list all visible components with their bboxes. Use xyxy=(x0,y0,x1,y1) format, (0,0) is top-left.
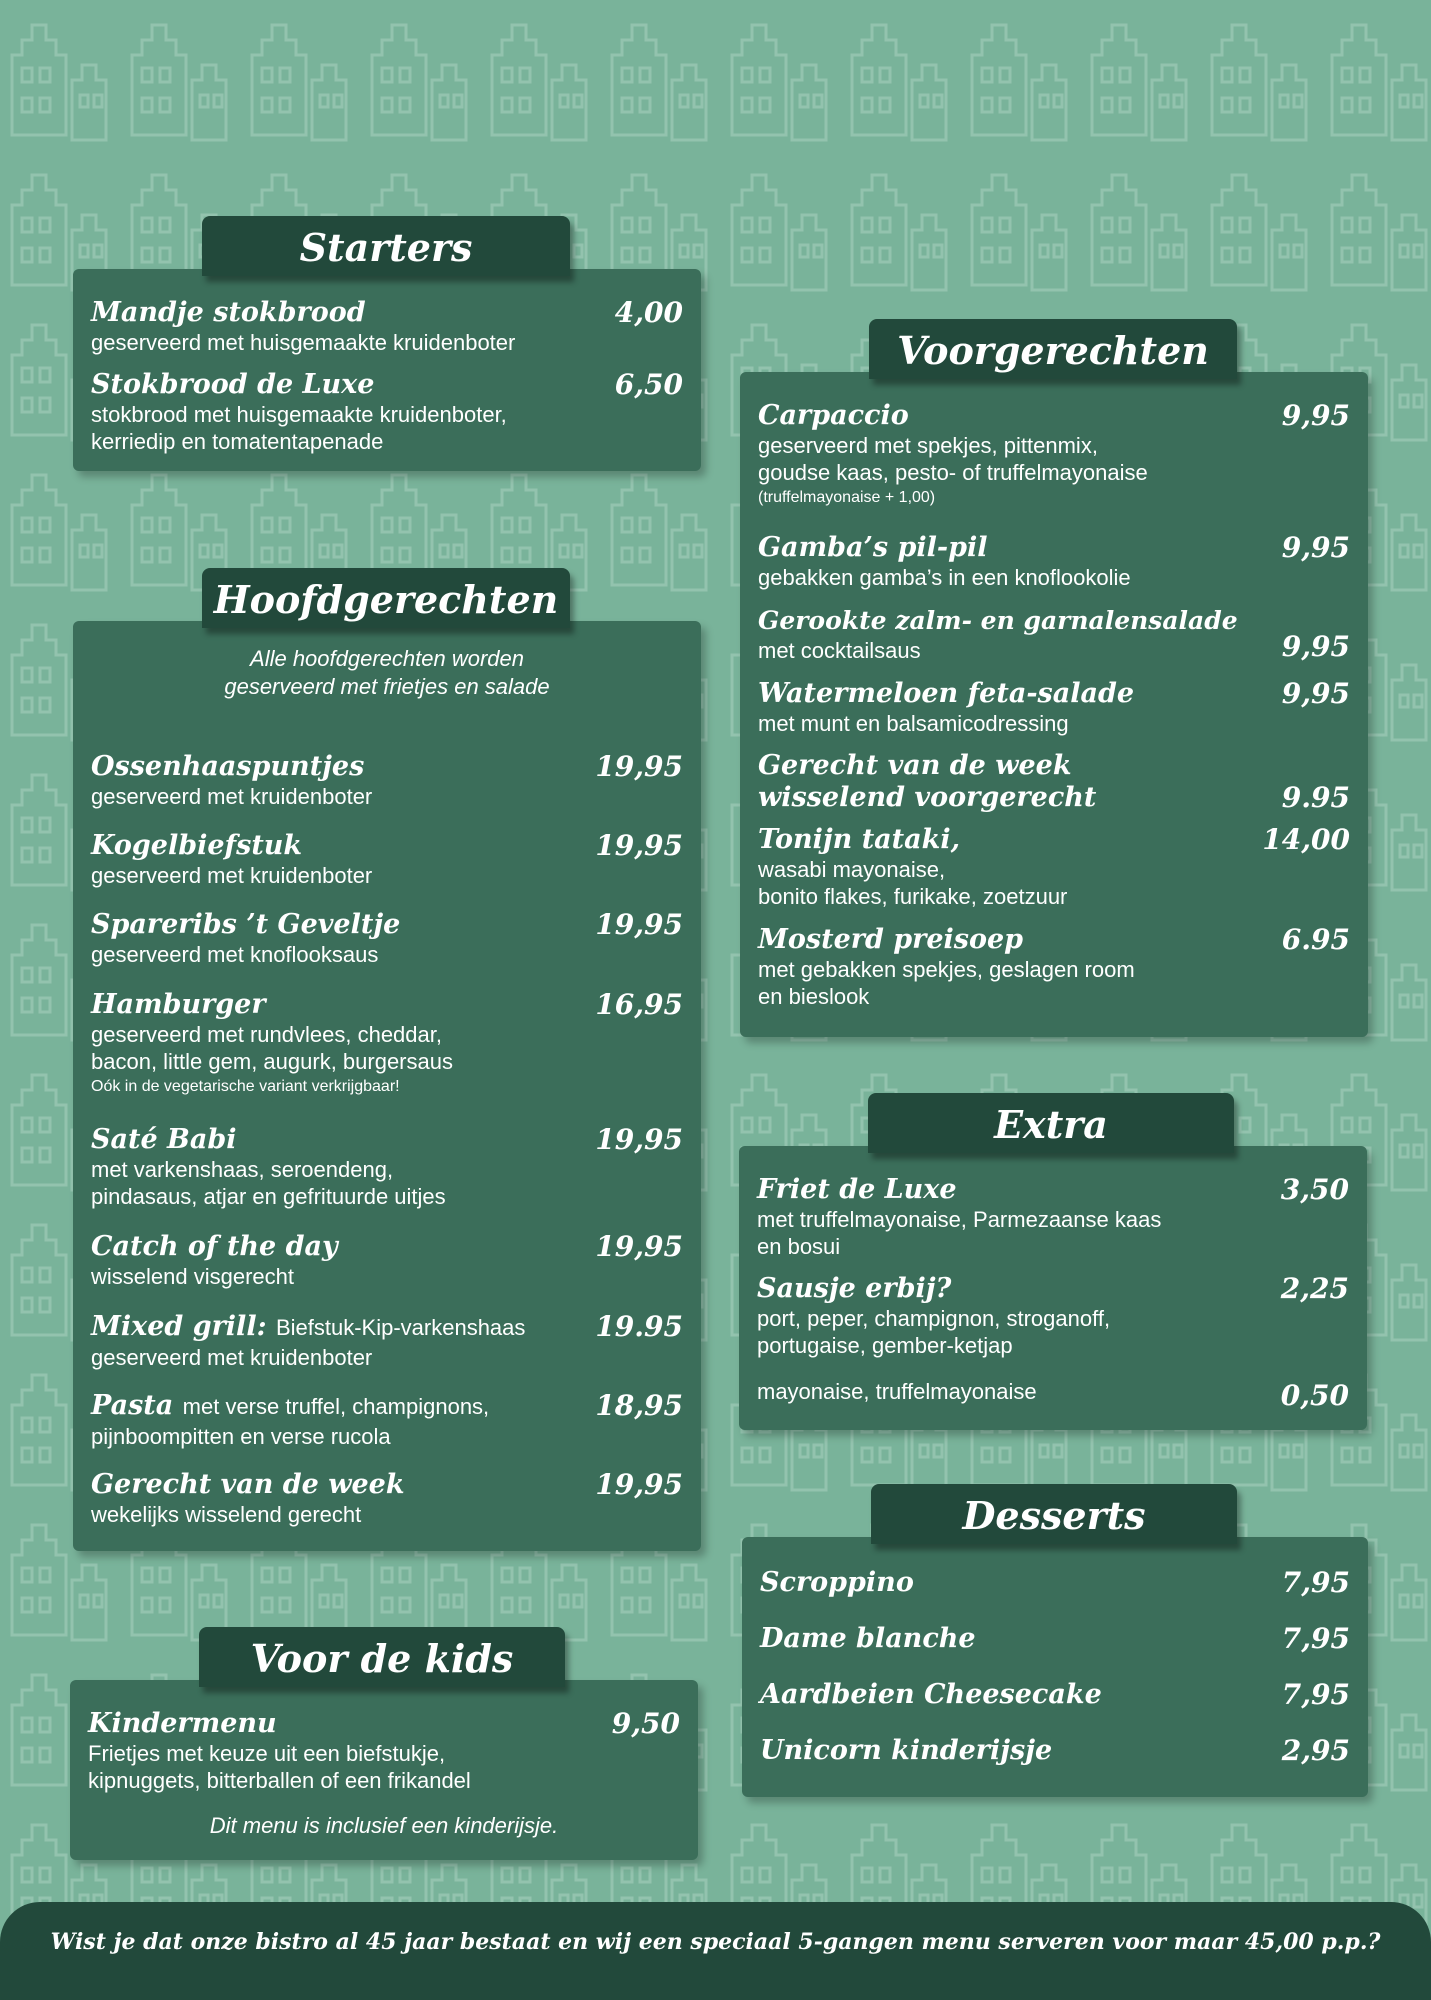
intro-line: Alle hoofdgerechten worden xyxy=(250,646,524,671)
menu-item xyxy=(91,1231,683,1290)
item-desc: met truffelmayonaise, Parmezaanse kaas xyxy=(757,1207,1162,1232)
item-desc: geserveerd met kruidenboter xyxy=(91,784,373,809)
item-name: Watermeloen feta-salade xyxy=(758,678,1135,709)
menu-item xyxy=(88,1708,680,1794)
tab-kids: Voor de kids xyxy=(199,1627,565,1687)
item-desc: en bieslook xyxy=(758,984,870,1009)
item-price: 3,50 xyxy=(1280,1173,1349,1206)
item-price: 16,95 xyxy=(595,988,683,1021)
item-inline-desc: met verse truffel, champignons, xyxy=(182,1394,490,1419)
item-price: 14,00 xyxy=(1262,823,1350,856)
item-desc: kipnuggets, bitterballen of een frikandel xyxy=(88,1768,471,1793)
menu-item xyxy=(91,1390,683,1450)
item-desc: wisselend visgerecht xyxy=(91,1264,294,1289)
item-desc: bacon, little gem, augurk, burgersaus xyxy=(91,1049,453,1074)
tab-starters: Starters xyxy=(202,216,570,276)
item-name: Ossenhaaspuntjes xyxy=(91,751,365,782)
item-desc: goudse kaas, pesto- of truffelmayonaise xyxy=(758,460,1148,485)
panel-starters xyxy=(73,269,701,471)
item-name: Friet de Luxe xyxy=(757,1174,957,1205)
item-name: Dame blanche xyxy=(760,1623,976,1654)
menu-item xyxy=(91,297,683,356)
item-name: Kindermenu xyxy=(88,1708,277,1739)
panel-desserts xyxy=(742,1537,1368,1797)
item-name: Scroppino xyxy=(760,1567,914,1598)
item-price: 19,95 xyxy=(595,829,683,862)
kids-note: Dit menu is inclusief een kinderijsje. xyxy=(209,1813,559,1838)
menu-item xyxy=(91,1124,683,1210)
item-name: Carpaccio xyxy=(758,400,909,431)
item-desc: geserveerd met huisgemaakte kruidenboter xyxy=(91,330,516,355)
item-desc: met varkenshaas, seroendeng, xyxy=(91,1157,394,1182)
item-price: 9,95 xyxy=(1281,630,1350,663)
item-desc: geserveerd met rundvlees, cheddar, xyxy=(91,1022,442,1047)
item-price: 7,95 xyxy=(1281,1678,1350,1711)
menu-item xyxy=(757,1273,1349,1359)
menu-item xyxy=(758,924,1350,1010)
menu-item xyxy=(758,678,1350,737)
item-desc: met munt en balsamicodressing xyxy=(758,711,1069,736)
item-desc: portugaise, gember-ketjap xyxy=(757,1333,1013,1358)
item-desc: pijnboompitten en verse rucola xyxy=(91,1424,391,1449)
item-note: Oók in de vegetarische variant verkrijgbaar! xyxy=(91,1078,400,1095)
panel-voorgerechten xyxy=(740,372,1368,1037)
menu-item xyxy=(91,369,683,455)
item-desc: geserveerd met kruidenboter xyxy=(91,863,373,888)
item-name: Gerecht van de week xyxy=(758,750,1072,781)
menu-item xyxy=(760,1735,1350,1767)
item-price: 9.95 xyxy=(1281,781,1350,814)
item-name: Stokbrood de Luxe xyxy=(91,369,375,400)
panel-hoofdgerechten xyxy=(73,621,701,1551)
menu-item xyxy=(91,1469,683,1528)
item-name: Sausje erbij? xyxy=(757,1273,952,1304)
item-name-second-line: wisselend voorgerecht xyxy=(758,782,1097,813)
item-name: Spareribs ’t Geveltje xyxy=(91,909,401,940)
item-name: Hamburger xyxy=(91,989,266,1020)
item-desc: wekelijks wisselend gerecht xyxy=(91,1502,362,1527)
item-price: 2,25 xyxy=(1280,1272,1349,1305)
menu-item xyxy=(758,824,1350,910)
item-name xyxy=(91,1390,683,1423)
tab-hoofdgerechten: Hoofdgerechten xyxy=(202,568,570,628)
item-desc: gebakken gamba’s in een knoflookolie xyxy=(758,565,1131,590)
item-desc: port, peper, champignon, stroganoff, xyxy=(757,1306,1111,1331)
item-inline-desc: Biefstuk-Kip-varkenshaas xyxy=(275,1315,526,1340)
item-desc: geserveerd met knoflooksaus xyxy=(91,942,379,967)
item-name: Mandje stokbrood xyxy=(91,297,366,328)
item-desc: geserveerd met kruidenboter xyxy=(91,1345,373,1370)
item-desc: bonito flakes, furikake, zoetzuur xyxy=(758,884,1068,909)
item-name: Tonijn tataki, xyxy=(758,824,960,855)
menu-item xyxy=(757,1174,1349,1260)
item-desc: met cocktailsaus xyxy=(758,638,921,663)
menu-item xyxy=(91,989,683,1099)
item-price: 9,95 xyxy=(1281,531,1350,564)
item-desc: geserveerd met spekjes, pittenmix, xyxy=(758,433,1098,458)
item-name: Saté Babi xyxy=(91,1124,237,1155)
item-price: 0,50 xyxy=(1280,1379,1349,1412)
menu-item xyxy=(760,1567,1350,1599)
item-price: 19,95 xyxy=(595,1230,683,1263)
item-price: 19,95 xyxy=(595,750,683,783)
item-desc: en bosui xyxy=(757,1234,841,1259)
item-name: Unicorn kinderijsje xyxy=(760,1735,1053,1766)
menu-item xyxy=(758,400,1350,510)
item-price: 7,95 xyxy=(1281,1622,1350,1655)
menu-item xyxy=(760,1623,1350,1655)
tab-desserts: Desserts xyxy=(871,1484,1237,1544)
item-desc: Frietjes met keuze uit een biefstukje, xyxy=(88,1741,446,1766)
item-price: 9,95 xyxy=(1281,677,1350,710)
item-price: 9,50 xyxy=(611,1707,680,1740)
menu-item xyxy=(758,750,1350,814)
tab-extra: Extra xyxy=(868,1093,1234,1153)
item-name: Gerecht van de week xyxy=(91,1469,405,1500)
item-name: Catch of the day xyxy=(91,1231,338,1262)
item-price: 7,95 xyxy=(1281,1566,1350,1599)
panel-extra xyxy=(739,1146,1367,1430)
item-price: 19,95 xyxy=(595,908,683,941)
item-price: 9,95 xyxy=(1281,399,1350,432)
item-desc: met gebakken spekjes, geslagen room xyxy=(758,957,1135,982)
item-desc: wasabi mayonaise, xyxy=(758,857,946,882)
item-price: 18,95 xyxy=(595,1389,683,1422)
item-name: Aardbeien Cheesecake xyxy=(760,1679,1102,1710)
menu-item xyxy=(91,830,683,889)
item-price: 6.95 xyxy=(1281,923,1350,956)
item-desc: pindasaus, atjar en gefrituurde uitjes xyxy=(91,1184,446,1209)
item-desc: stokbrood met huisgemaakte kruidenboter, xyxy=(91,402,507,427)
menu-item xyxy=(757,1378,1349,1412)
menu-item xyxy=(760,1679,1350,1711)
item-name: Gerookte zalm- en garnalensalade xyxy=(758,606,1238,635)
item-name: Gamba’s pil-pil xyxy=(758,532,988,563)
menu-item xyxy=(758,605,1350,664)
intro-line: geserveerd met frietjes en salade xyxy=(224,674,550,699)
item-price: 4,00 xyxy=(614,296,683,329)
menu-item xyxy=(91,1311,683,1371)
item-price: 2,95 xyxy=(1281,1734,1350,1767)
item-name-text: Pasta xyxy=(91,1390,174,1421)
item-price: 19,95 xyxy=(595,1123,683,1156)
item-price: 19.95 xyxy=(595,1310,683,1343)
item-note: (truffelmayonaise + 1,00) xyxy=(758,489,936,506)
menu-item xyxy=(91,909,683,968)
panel-kids xyxy=(70,1680,698,1860)
menu-item xyxy=(758,532,1350,591)
footer-banner: Wist je dat onze bistro al 45 jaar bestaat en wij een speciaal 5-gangen menu serveren voor maar 45,00 p.p.? xyxy=(0,1902,1431,2000)
item-name-text: Mixed grill: xyxy=(91,1311,267,1342)
item-name: Mosterd preisoep xyxy=(758,924,1024,955)
tab-voorgerechten: Voorgerechten xyxy=(869,319,1237,379)
item-desc: mayonaise, truffelmayonaise xyxy=(757,1379,1037,1404)
menu-item xyxy=(91,751,683,810)
item-name: Kogelbiefstuk xyxy=(91,830,303,861)
item-price: 19,95 xyxy=(595,1468,683,1501)
item-price: 6,50 xyxy=(614,368,683,401)
item-desc: kerriedip en tomatentapenade xyxy=(91,429,384,454)
item-name xyxy=(91,1311,683,1344)
